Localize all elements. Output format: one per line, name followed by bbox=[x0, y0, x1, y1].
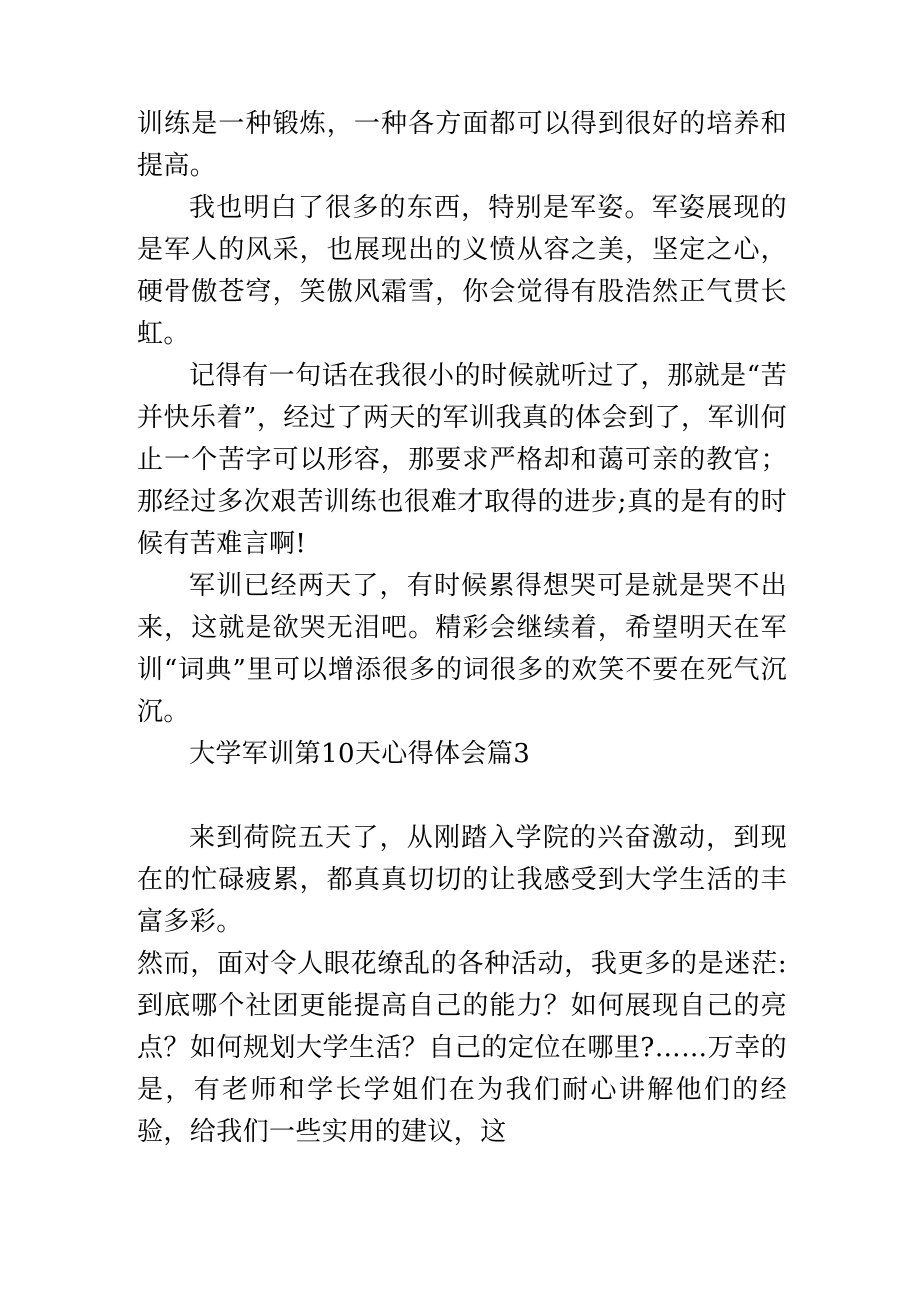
paragraph-bitter-and-happy: 记得有一句话在我很小的时候就听过了，那就是“苦并快乐着”，经过了两天的军训我真的体会到了，军训何止一个苦字可以形容，那要求严格却和蔼可亲的教官；那经过多次艰苦训练也很难才取得的进步;真的是有的时候有苦难言啊! bbox=[137, 361, 787, 559]
section-heading: 大学军训第10天心得体会篇3 bbox=[189, 739, 531, 769]
paragraph-training-summary: 训练是一种锻炼，一种各方面都可以得到很好的培养和提高。 bbox=[137, 109, 787, 181]
paragraph-two-days: 军训已经两天了，有时候累得想哭可是就是哭不出来，这就是欲哭无泪吧。精彩会继续着，希望明天在军训“词典”里可以增添很多的词很多的欢笑不要在死气沉沉。 bbox=[137, 571, 787, 727]
paragraph-confusion: 然而，面对令人眼花缭乱的各种活动，我更多的是迷茫:到底哪个社团更能提高自己的能力？如何展现自己的亮点？如何规划大学生活？自己的定位在哪里?……万幸的是，有老师和学长学姐们在为我们耐心讲解他们的经验，给我们一些实用的建议，这 bbox=[137, 949, 787, 1147]
paragraph-five-days: 来到荷院五天了，从刚踏入学院的兴奋激动，到现在的忙碌疲累，都真真切切的让我感受到大学生活的丰富多彩。 bbox=[137, 823, 787, 937]
paragraph-military-posture: 我也明白了很多的东西，特别是军姿。军姿展现的是军人的风采，也展现出的义愤从容之美，坚定之心，硬骨傲苍穹，笑傲风霜雪，你会觉得有股浩然正气贯长虹。 bbox=[137, 193, 787, 349]
